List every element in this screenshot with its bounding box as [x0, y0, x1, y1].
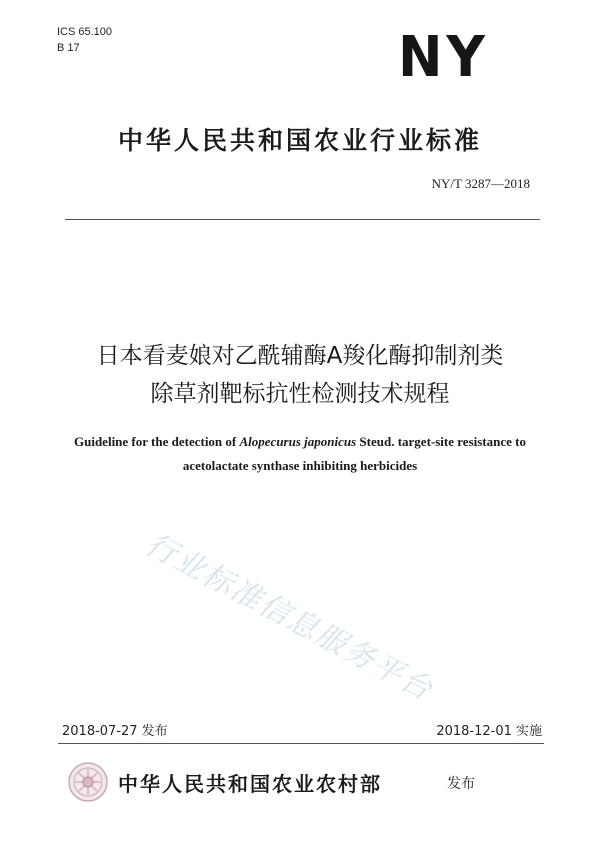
species-name: Alopecurus japonicus — [239, 434, 357, 449]
title-chinese — [0, 337, 600, 413]
title-english-line-2: acetolactate synthase inhibiting herbicides — [182, 458, 418, 473]
publisher-name: 中华人民共和国农业农村部 — [118, 772, 382, 796]
publisher-suffix: 发布 — [447, 776, 475, 792]
title-english-line-1-post: Steud. target-site resistance to — [356, 434, 526, 449]
publish-date: 2018-07-27 发布 — [62, 724, 168, 739]
standard-mark: NY — [398, 25, 489, 90]
ics-code: ICS 65.100 — [57, 26, 113, 38]
implementation-date: 2018-12-01 实施 — [436, 724, 542, 739]
ministry-seal-icon — [68, 762, 108, 802]
title-english-line-1-pre: Guideline for the detection of — [74, 434, 240, 449]
title-english — [0, 430, 600, 478]
title-english-line-1 — [0, 430, 600, 454]
footer-divider — [58, 743, 544, 744]
standard-type-heading: 中华人民共和国农业行业标准 — [117, 126, 482, 155]
title-chinese-line-1: 日本看麦娘对乙酰辅酶A羧化酶抑制剂类 — [96, 343, 504, 369]
header-divider — [65, 219, 540, 220]
watermark-text: 行业标准信息服务平台 — [139, 527, 439, 709]
classification-codes — [57, 24, 112, 56]
standard-number: NY/T 3287—2018 — [431, 176, 530, 191]
ccs-code: B 17 — [57, 42, 80, 54]
title-chinese-line-2: 除草剂靶标抗性检测技术规程 — [150, 381, 450, 407]
